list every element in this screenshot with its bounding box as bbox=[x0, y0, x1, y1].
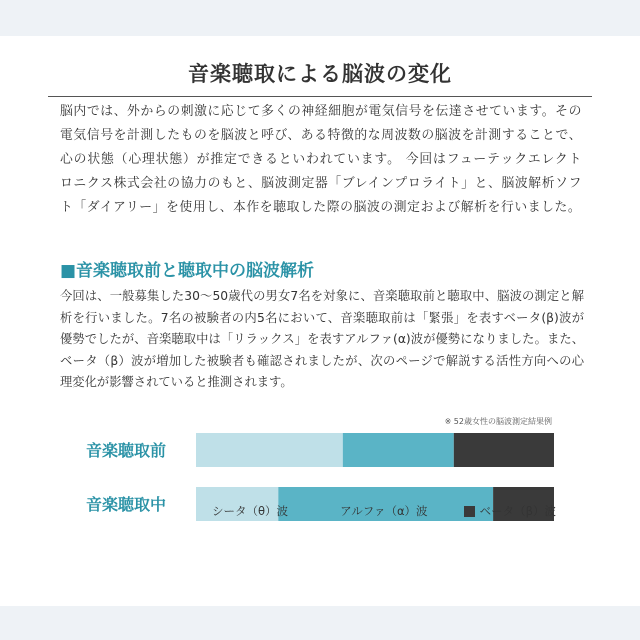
bar-segment-beta bbox=[454, 433, 554, 467]
brainwave-chart bbox=[0, 36, 640, 556]
legend-swatch bbox=[464, 506, 475, 517]
intro-paragraph: 脳内では、外からの刺激に応じて多くの神経細胞が電気信号を伝達させています。その電気信号を計測したものを脳波と呼び、ある特徴的な周波数の脳波を計測することで、心の状態（心理状態）が推定できるといわれています。 今回はフューテックエレクトロニクス株式会社の協力のもと、脳波測定器「ブレインプロライト」と、脳波解析ソフト「ダイアリー」を使用し、本作を聴取した際の脳波の測定および解析を行いました。 bbox=[60, 104, 582, 215]
category-label: 音楽聴取前 bbox=[85, 441, 167, 460]
chart-legend bbox=[196, 503, 556, 519]
legend-item-beta bbox=[464, 503, 556, 519]
legend-label: アルファ（α）波 bbox=[340, 504, 428, 518]
legend-item-alpha bbox=[324, 503, 427, 519]
bar-segment-theta bbox=[196, 433, 343, 467]
legend-item-theta bbox=[196, 503, 288, 519]
chart-note: ※ 52歳女性の脳波測定結果例 bbox=[444, 417, 552, 426]
legend-label: ベータ（β）波 bbox=[479, 504, 556, 518]
category-label: 音楽聴取中 bbox=[85, 495, 167, 514]
legend-swatch bbox=[324, 506, 335, 517]
legend-swatch bbox=[196, 506, 207, 517]
legend-label: シータ（θ）波 bbox=[212, 504, 289, 518]
section-paragraph: 今回は、一般募集した30〜50歳代の男女7名を対象に、音楽聴取前と聴取中、脳波の測定と解析を行いました。7名の被験者の内5名において、音楽聴取前は「緊張」を表すベータ(β)波が優勢でしたが、音楽聴取中は「リラックス」を表すアルファ(α)波が優勢になりました。また、ベータ（β）波が増加した被験者も確認されましたが、次のページで解説する活性方向への心理変化が影響されていると推測されます。 bbox=[60, 289, 584, 389]
section-heading: ■音楽聴取前と聴取中の脳波解析 bbox=[60, 261, 315, 281]
bar-segment-alpha bbox=[343, 433, 454, 467]
page-title: 音楽聴取による脳波の変化 bbox=[188, 62, 452, 86]
